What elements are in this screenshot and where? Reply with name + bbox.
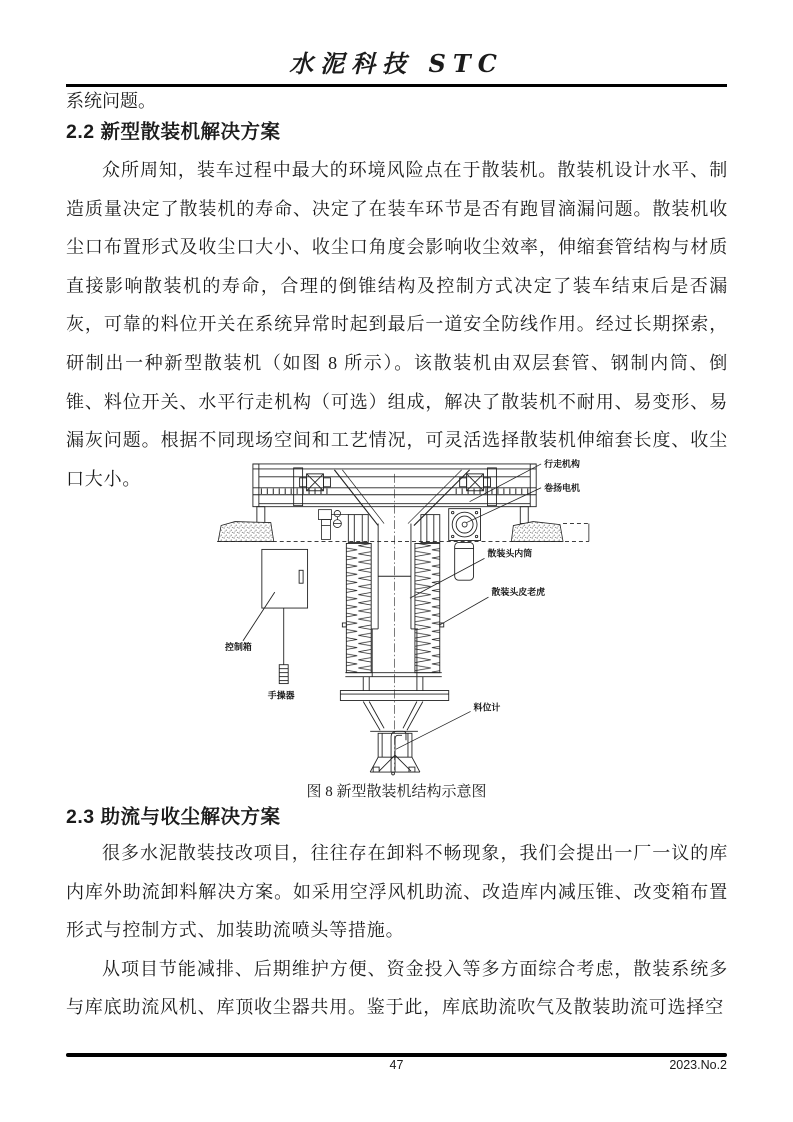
label-control-box: 控制箱 xyxy=(225,641,252,652)
label-winch-motor: 卷扬电机 xyxy=(544,482,580,493)
page-number: 47 xyxy=(389,1058,404,1072)
winch-motor xyxy=(449,509,481,581)
section-2-3-heading: 2.3 助流与收尘解决方案 xyxy=(66,806,281,828)
section-2-3-paragraph-1: 很多水泥散装技改项目，往往存在卸料不畅现象，我们会提出一厂一议的库内库外助流卸料解决方案。如采用空浮风机助流、改造库内减压锥、改变箱布置形式与控制方式、加装助流喷头等措施。 xyxy=(66,843,728,941)
section-2-3-paragraph-2: 从项目节能减排、后期维护方便、资金投入等多方面综合考虑，散装系统多与库底助流风机、库顶收尘器共用。鉴于此，库底助流吹气及散装助流可选择空 xyxy=(66,958,728,1018)
concrete-pads xyxy=(217,522,589,542)
label-inner-tube: 散装头内筒 xyxy=(487,548,533,559)
journal-header-title: 水泥科技 STC xyxy=(289,49,504,78)
telescopic-column xyxy=(342,474,443,770)
air-filter-unit xyxy=(319,510,350,540)
carryover-text: 系统问题。 xyxy=(66,91,156,111)
section-2-3-paragraphs xyxy=(66,834,728,1027)
section-2-2-paragraph: 众所周知，装车过程中最大的环境风险点在于散装机。散装机设计水平、制造质量决定了散装机的寿命、决定了在装车环节是否有跑冒滴漏问题。散装机收尘口布置形式及收尘口大小、收尘口角度会影响收尘效率，伸缩套管结构与材质直接影响散装机的寿命，合理的倒锥结构及控制方式决定了装车结束后是否漏灰，可靠的料位开关在系统异常时起到最后一道安全防线作用。经过长期探索，研制出一种新型散装机（如图 8 所示）。该散装机由双层套管、钢制内筒、倒锥、料位开关、水平行走机构（可选）组成，解决了散装机不耐用、易变形、易漏灰问题。根据不同现场空间和工艺情况，可灵活选择散装机伸缩套长度、收尘口大小。 xyxy=(66,160,728,489)
trolley-wheel-right xyxy=(460,474,491,491)
header-rule xyxy=(66,84,727,87)
label-hand-operator: 手操器 xyxy=(267,690,295,701)
figure-8-caption: 图 8 新型散装机结构示意图 xyxy=(306,784,487,800)
label-bellows: 散装头皮老虎 xyxy=(491,587,546,598)
label-walking-mechanism: 行走机构 xyxy=(544,458,580,469)
issue-number: 2023.No.2 xyxy=(669,1058,727,1072)
figure-8-bulk-loader-diagram xyxy=(182,452,622,782)
level-gauge-probe xyxy=(391,731,406,775)
hand-operator-pendant xyxy=(279,608,288,684)
control-box xyxy=(243,549,308,640)
section-2-2-heading: 2.2 新型散装机解决方案 xyxy=(66,121,281,143)
trolley-wheel-left xyxy=(300,474,331,491)
bulk-loader-schematic xyxy=(182,452,622,782)
label-level-gauge: 料位计 xyxy=(473,702,501,713)
footer-rule xyxy=(66,1053,727,1057)
